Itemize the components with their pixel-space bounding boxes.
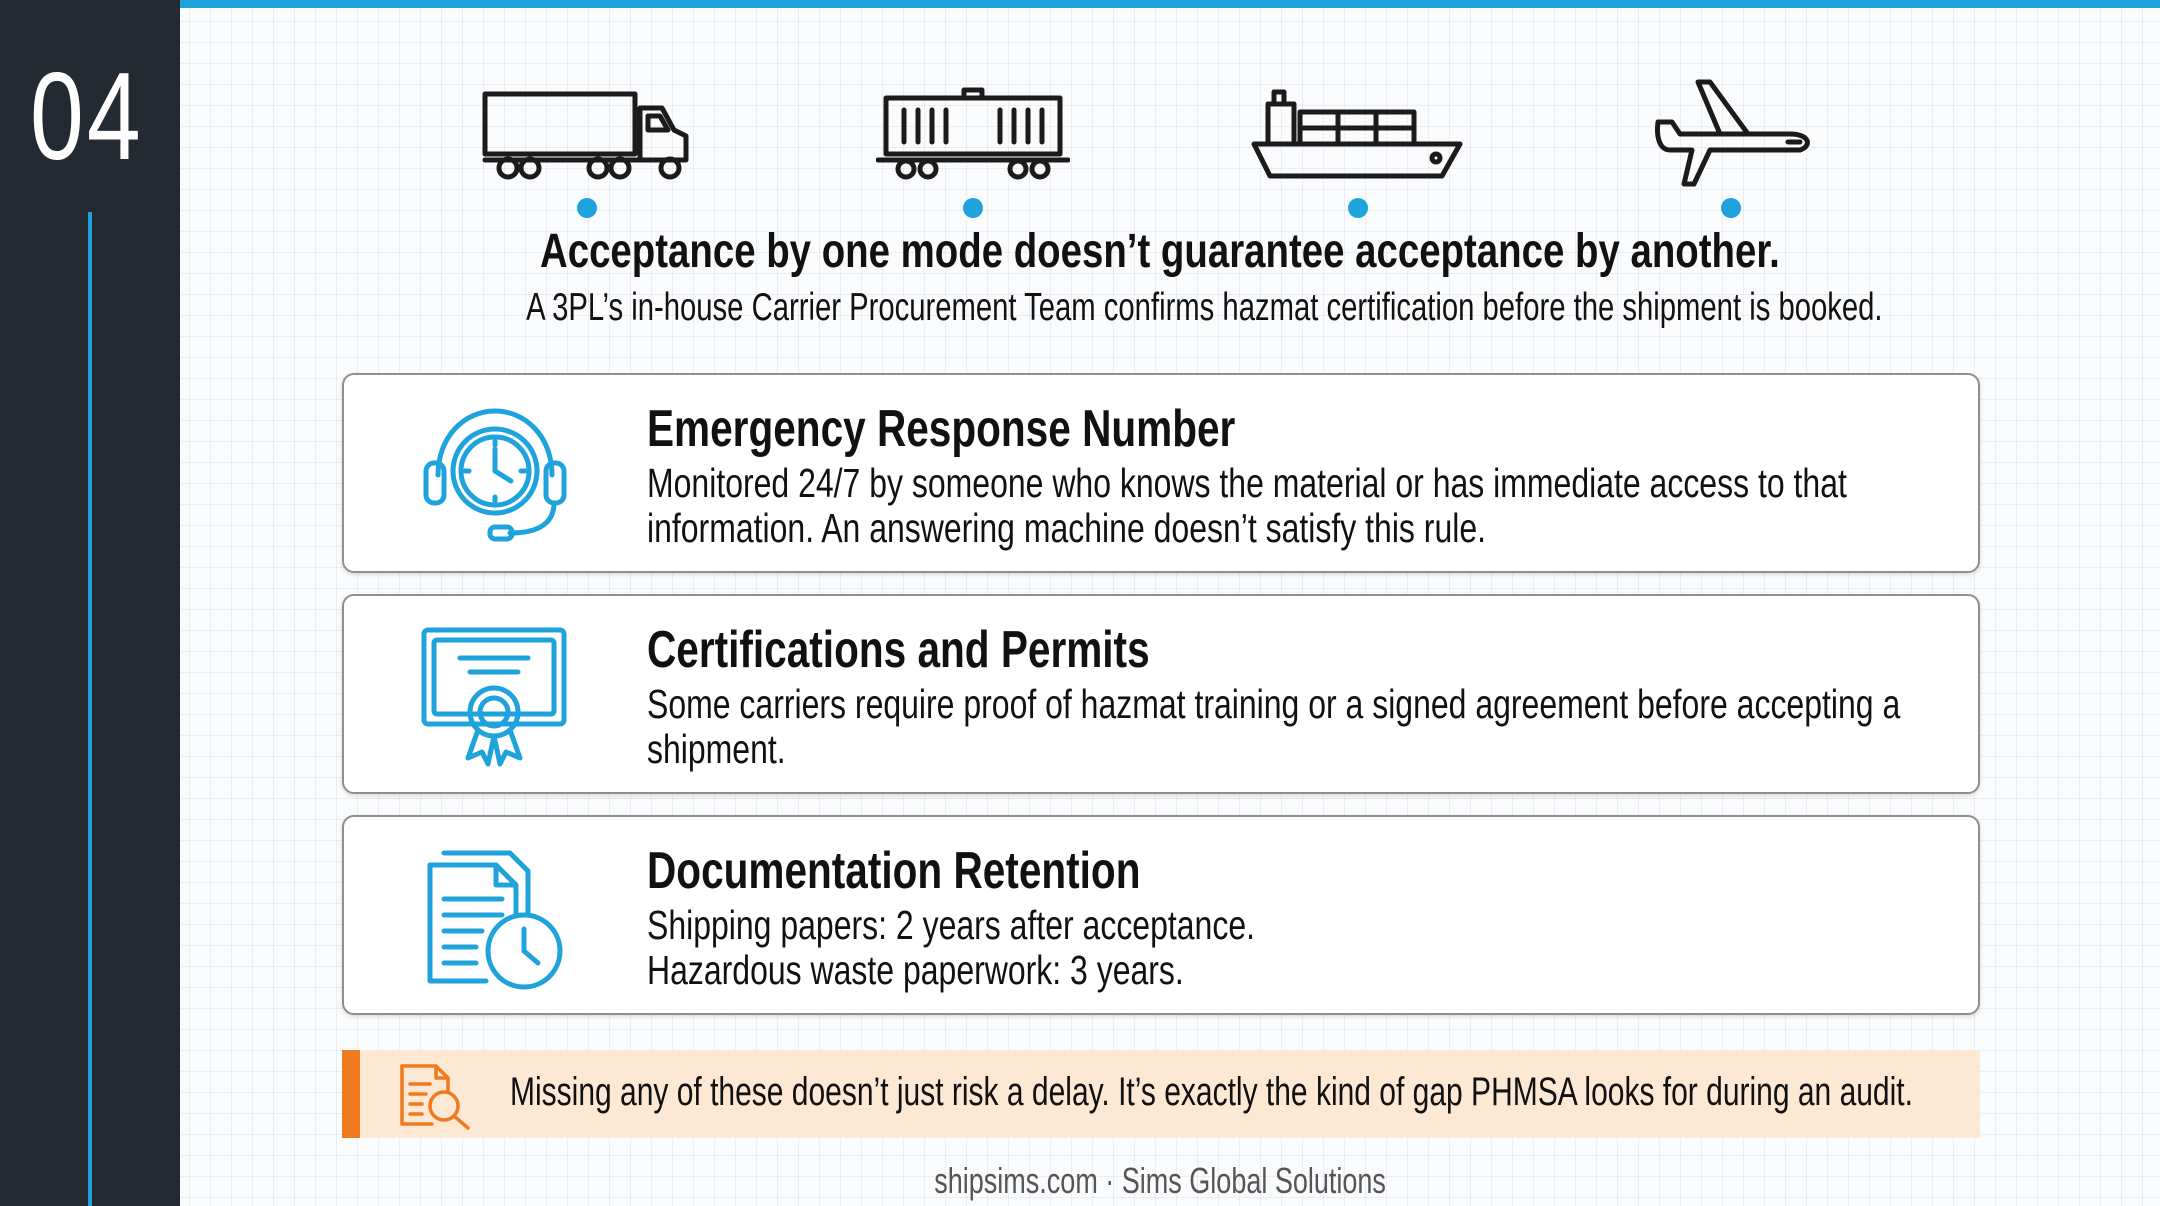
document-search-icon [396, 1062, 472, 1130]
timeline-dot [1348, 198, 1368, 218]
card-emergency-response [342, 373, 1980, 573]
card-title: Emergency Response Number [647, 400, 1236, 458]
sidebar [0, 0, 180, 1206]
truck-icon [480, 78, 692, 182]
slide-number: 04 [30, 48, 144, 186]
headset-clock-icon [420, 403, 570, 548]
top-accent-bar [0, 0, 2160, 8]
headline [340, 226, 1980, 279]
document-clock-icon [420, 845, 570, 990]
footer-text: shipsims.com · Sims Global Solutions [934, 1160, 1386, 1201]
rail-car-icon [876, 78, 1070, 182]
cargo-ship-icon [1250, 78, 1464, 182]
subline-text: A 3PL’s in-house Carrier Procurement Team confirms hazmat certification before the shipment is booked. [526, 286, 1883, 329]
card-title: Certifications and Permits [647, 621, 1150, 679]
card-body-line: Shipping papers: 2 years after acceptance. [647, 902, 1255, 948]
card-body-line: Hazardous waste paperwork: 3 years. [647, 947, 1184, 993]
card-certifications [342, 594, 1980, 794]
headline-text: Acceptance by one mode doesn’t guarantee acceptance by another. [540, 225, 1780, 278]
subline [300, 287, 2020, 330]
card-body: Monitored 24/7 by someone who knows the material or has immediate access to that information. An answering machine doesn’t satisfy this rule. [647, 460, 1847, 551]
timeline-dot [963, 198, 983, 218]
timeline-dot [577, 198, 597, 218]
footer [340, 1160, 1980, 1202]
airplane-icon [1650, 78, 1816, 188]
sidebar-line [88, 212, 92, 1206]
card-title: Documentation Retention [647, 842, 1141, 900]
audit-callout [342, 1050, 1980, 1138]
card-body [647, 903, 1942, 993]
card-body: Some carriers require proof of hazmat training or a signed agreement before accepting a shipment. [647, 681, 1901, 772]
timeline-dot [1721, 198, 1741, 218]
callout-text: Missing any of these doesn’t just risk a delay. It’s exactly the kind of gap PHMSA looks for during an audit. [510, 1070, 1913, 1114]
certificate-icon [420, 624, 570, 769]
card-documentation-retention [342, 815, 1980, 1015]
